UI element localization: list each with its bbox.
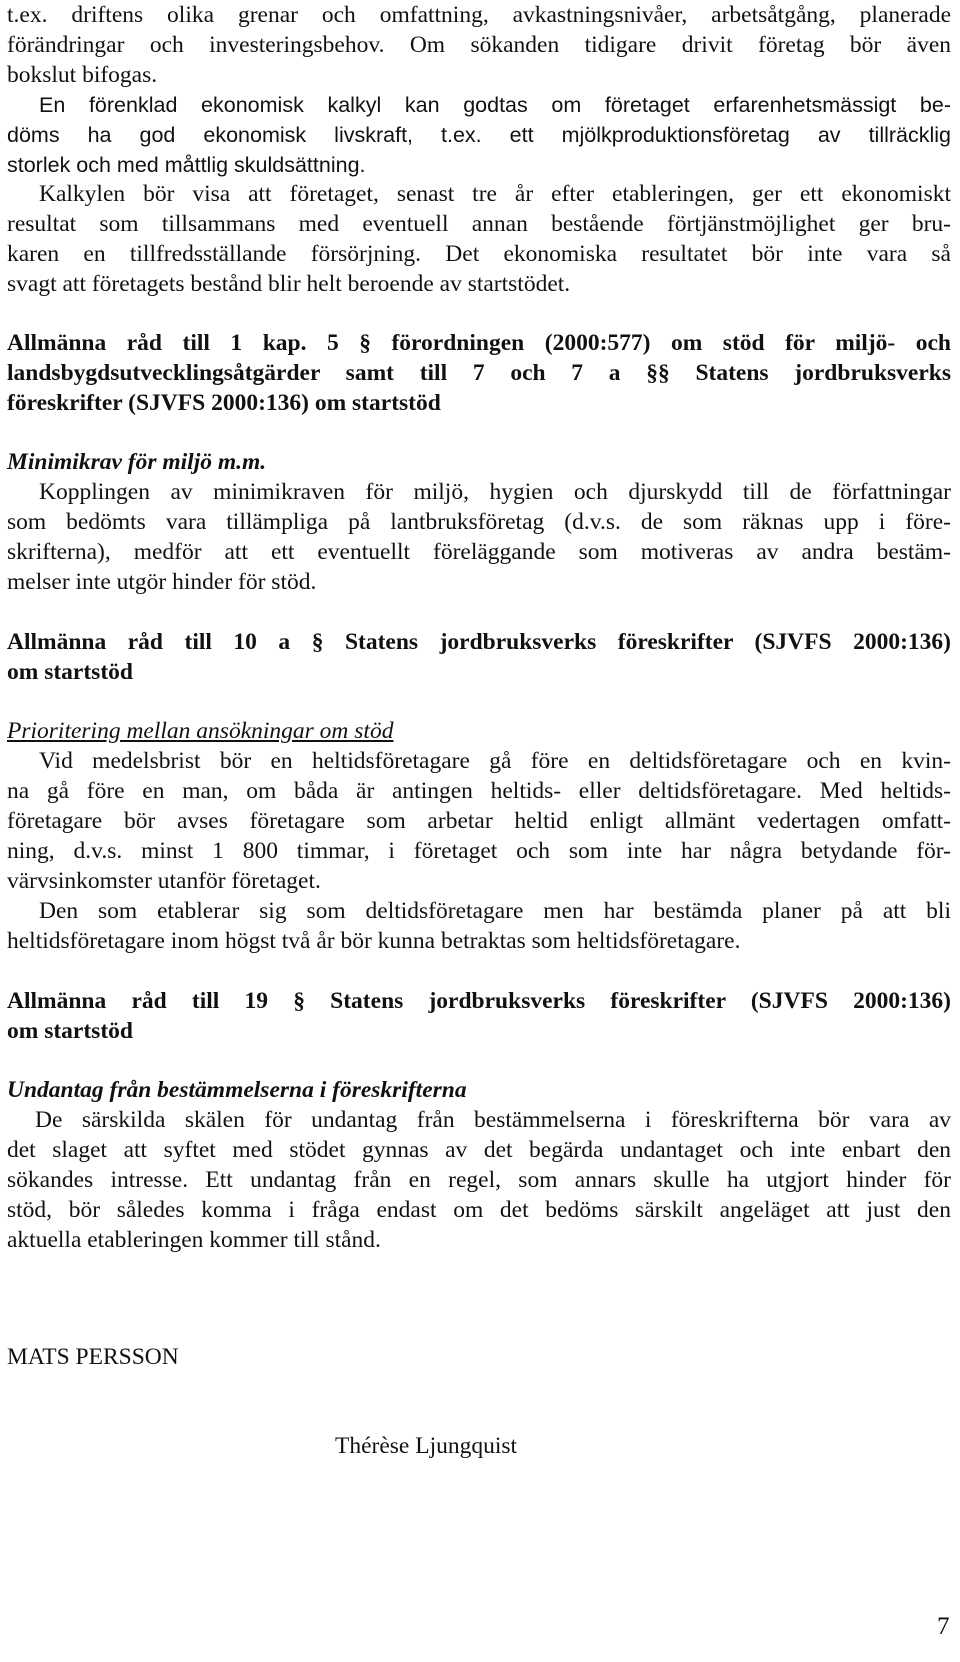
body-line: En förenklad ekonomisk kalkyl kan godtas om företaget erfarenhetsmässigt be- <box>39 93 951 117</box>
body-line: det slaget att syftet med stödet gynnas av det begärda undantaget och inte enbart den <box>7 1137 951 1163</box>
body-line: svagt att företagets bestånd blir helt beroende av startstödet. <box>7 271 571 297</box>
body-line: värvsinkomster utanför företaget. <box>7 868 321 894</box>
subheading: Prioritering mellan ansökningar om stöd <box>7 718 394 744</box>
body-line: företagare bör avses företagare som arbetar heltid enligt allmänt vedertagen omfatt- <box>7 808 951 834</box>
body-line: heltidsföretagare inom högst två år bör kunna betraktas som heltidsföretagare. <box>7 928 741 954</box>
body-line: Vid medelsbrist bör en heltidsföretagare gå före en deltidsföretagare och en kvin- <box>39 748 951 774</box>
section-heading: föreskrifter (SJVFS 2000:136) om startstöd <box>7 390 441 416</box>
body-line: resultat som tillsammans med eventuell annan bestående förtjänstmöjlighet ger bru- <box>7 211 951 237</box>
body-line: melser inte utgör hinder för stöd. <box>7 569 317 595</box>
section-heading: om startstöd <box>7 1018 133 1044</box>
subheading: Minimikrav för miljö m.m. <box>7 449 267 475</box>
body-line: Kalkylen bör visa att företaget, senast tre år efter etableringen, ger ett ekonomiskt <box>39 181 951 207</box>
body-line: bokslut bifogas. <box>7 62 158 88</box>
body-line: stöd, bör således komma i fråga endast om det bedöms särskilt angeläget att just den <box>7 1197 951 1223</box>
body-line: döms ha god ekonomisk livskraft, t.ex. ett mjölkproduktionsföretag av tillräcklig <box>7 123 951 147</box>
body-line: ning, d.v.s. minst 1 800 timmar, i företaget och som inte har några betydande för- <box>7 838 951 864</box>
body-line: na gå före en man, om båda är antingen heltids- eller deltidsföretagare. Med heltids- <box>7 778 951 804</box>
section-heading: Allmänna råd till 10 a § Statens jordbruksverks föreskrifter (SJVFS 2000:136) <box>7 629 951 655</box>
body-line: t.ex. driftens olika grenar och omfattning, avkastningsnivåer, arbetsåtgång, planerade <box>7 2 951 28</box>
body-line: skrifterna), medför att ett eventuellt föreläggande som motiveras av andra bestäm- <box>7 539 951 565</box>
signatory-name: Thérèse Ljungquist <box>335 1433 518 1459</box>
body-line: Kopplingen av minimikraven för miljö, hygien och djurskydd till de författningar <box>39 479 951 505</box>
body-line: förändringar och investeringsbehov. Om sökanden tidigare drivit företag bör även <box>7 32 951 58</box>
signatory-name: MATS PERSSON <box>7 1344 179 1370</box>
section-heading: Allmänna råd till 1 kap. 5 § förordningen (2000:577) om stöd för miljö- och <box>7 330 951 356</box>
body-line: som bedömts vara tillämpliga på lantbruksföretag (d.v.s. de som räknas upp i före- <box>7 509 951 535</box>
subheading: Undantag från bestämmelserna i föreskrifterna <box>7 1077 467 1103</box>
page-number: 7 <box>937 1613 950 1640</box>
body-line: storlek och med måttlig skuldsättning. <box>7 153 366 177</box>
body-line: Den som etablerar sig som deltidsföretagare men har bestämda planer på att bli <box>39 898 951 924</box>
section-heading: om startstöd <box>7 659 133 685</box>
body-line: aktuella etableringen kommer till stånd. <box>7 1227 381 1253</box>
body-line: De särskilda skälen för undantag från bestämmelserna i föreskrifterna bör vara av <box>35 1107 951 1133</box>
body-line: sökandes intresse. Ett undantag från en regel, som annars skulle ha utgjort hinder för <box>7 1167 951 1193</box>
section-heading: Allmänna råd till 19 § Statens jordbruksverks föreskrifter (SJVFS 2000:136) <box>7 988 951 1014</box>
section-heading: landsbygdsutvecklingsåtgärder samt till 7 och 7 a §§ Statens jordbruksverks <box>7 360 951 386</box>
body-line: karen en tillfredsställande försörjning. Det ekonomiska resultatet bör inte vara så <box>7 241 951 267</box>
